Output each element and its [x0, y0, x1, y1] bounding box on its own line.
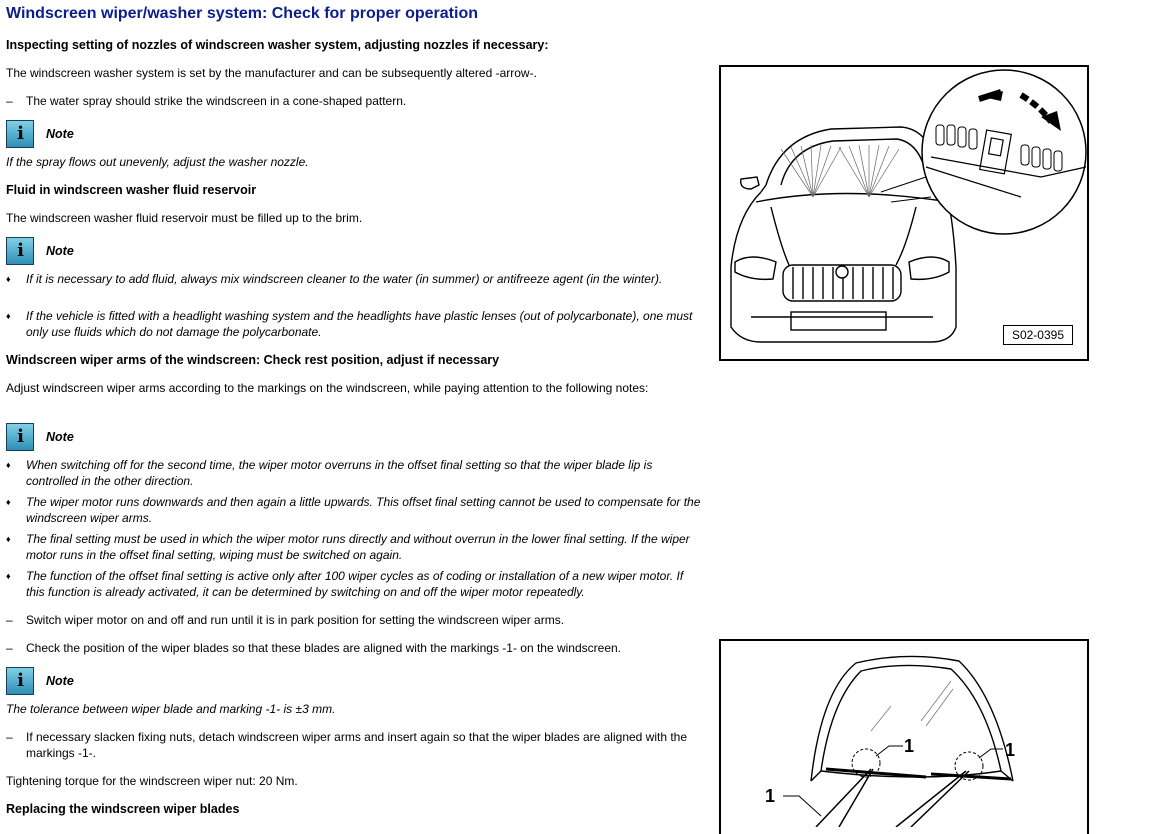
page-title: Windscreen wiper/washer system: Check for proper operation: [6, 5, 478, 22]
paragraph: The windscreen washer fluid reservoir must be filled up to the brim.: [6, 211, 363, 225]
bullet-item: [6, 271, 701, 287]
car-front-illustration: [721, 67, 1087, 359]
section-heading-blades: Replacing the windscreen wiper blades: [6, 802, 240, 816]
dash-item-text: Check the position of the wiper blades so that these blades are aligned with the markings -1- on the windscreen.: [26, 641, 622, 655]
bullet-item: [6, 308, 701, 340]
bullet-marker: ♦: [6, 311, 11, 321]
bullet-text: When switching off for the second time, the wiper motor overruns in the offset final setting so that the wiper blade lip is controlled in the other direction.: [26, 458, 653, 488]
dash-item: [6, 612, 721, 628]
info-icon: i: [6, 667, 34, 695]
info-icon: i: [6, 423, 34, 451]
section-heading-fluid: Fluid in windscreen washer fluid reservoir: [6, 183, 257, 197]
dash-item: [6, 640, 721, 656]
dash-item: [6, 729, 721, 761]
marker-label: 1: [765, 786, 776, 806]
marker-label: 1: [1005, 740, 1016, 760]
dash-item: [6, 93, 721, 109]
marker-label: 1: [904, 736, 915, 756]
note-label: Note: [46, 430, 74, 444]
note-box: [6, 236, 74, 266]
bullet-marker: ♦: [6, 534, 11, 544]
paragraph: Tightening torque for the windscreen wiper nut: 20 Nm.: [6, 774, 298, 788]
dash-item-text: The water spray should strike the windscreen in a cone-shaped pattern.: [26, 94, 407, 108]
section-heading-nozzles: Inspecting setting of nozzles of windscreen washer system, adjusting nozzles if necessary:: [6, 38, 549, 52]
dash-item-text: If necessary slacken fixing nuts, detach windscreen wiper arms and insert again so that the wiper blades are aligned with the markings -1-.: [26, 730, 688, 760]
note-label: Note: [46, 674, 74, 688]
note-box: [6, 119, 74, 149]
info-icon: i: [6, 120, 34, 148]
note-label: Note: [46, 244, 74, 258]
dash-marker: –: [6, 641, 13, 655]
note-text: The tolerance between wiper blade and marking -1- is ±3 mm.: [6, 702, 336, 716]
info-icon: i: [6, 237, 34, 265]
bullet-text: If the vehicle is fitted with a headlight washing system and the headlights have plastic lenses (out of polycarbonate), one must only use fluids which do not damage the polycarbonate.: [26, 309, 693, 339]
figure-washer-nozzles: [719, 65, 1089, 361]
bullet-marker: ♦: [6, 571, 11, 581]
bullet-text: The function of the offset final setting is active only after 100 wiper cycles as of coding or installation of a new wiper motor. If this function is already activated, it can be determined by switching on and off the wiper motor repeatedly.: [26, 569, 684, 599]
note-label: Note: [46, 127, 74, 141]
bullet-text: The wiper motor runs downwards and then again a little upwards. This offset final setting cannot be used to compensate for the windscreen wiper arms.: [26, 495, 701, 525]
bullet-item: [6, 494, 701, 526]
bullet-text: If it is necessary to add fluid, always mix windscreen cleaner to the water (in summer) or antifreeze agent (in the winter).: [26, 272, 663, 286]
section-heading-wiper-arms: Windscreen wiper arms of the windscreen: Check rest position, adjust if necessary: [6, 353, 500, 367]
note-box: [6, 666, 74, 696]
note-box: [6, 422, 74, 452]
bullet-item: [6, 457, 701, 489]
dash-item-text: Switch wiper motor on and off and run until it is in park position for setting the windscreen wiper arms.: [26, 613, 565, 627]
bullet-marker: ♦: [6, 460, 11, 470]
bullet-text: The final setting must be used in which the wiper motor runs directly and without overrun in the lower final setting. If the wiper motor runs in the offset final setting, wiping must be switched on again.: [26, 532, 690, 562]
dash-marker: –: [6, 730, 13, 744]
bullet-item: [6, 568, 701, 600]
bullet-item: [6, 531, 701, 563]
paragraph: Adjust windscreen wiper arms according to the markings on the windscreen, while paying attention to the following notes:: [6, 381, 649, 395]
note-text: If the spray flows out unevenly, adjust the washer nozzle.: [6, 155, 309, 169]
dash-marker: –: [6, 613, 13, 627]
figure-label: S02-0395: [1003, 325, 1073, 345]
figure-wiper-markings: [719, 639, 1089, 834]
bullet-marker: ♦: [6, 497, 11, 507]
bullet-marker: ♦: [6, 274, 11, 284]
windscreen-illustration: [721, 641, 1087, 827]
paragraph: The windscreen washer system is set by the manufacturer and can be subsequently altered -arrow-.: [6, 66, 537, 80]
dash-marker: –: [6, 94, 13, 108]
